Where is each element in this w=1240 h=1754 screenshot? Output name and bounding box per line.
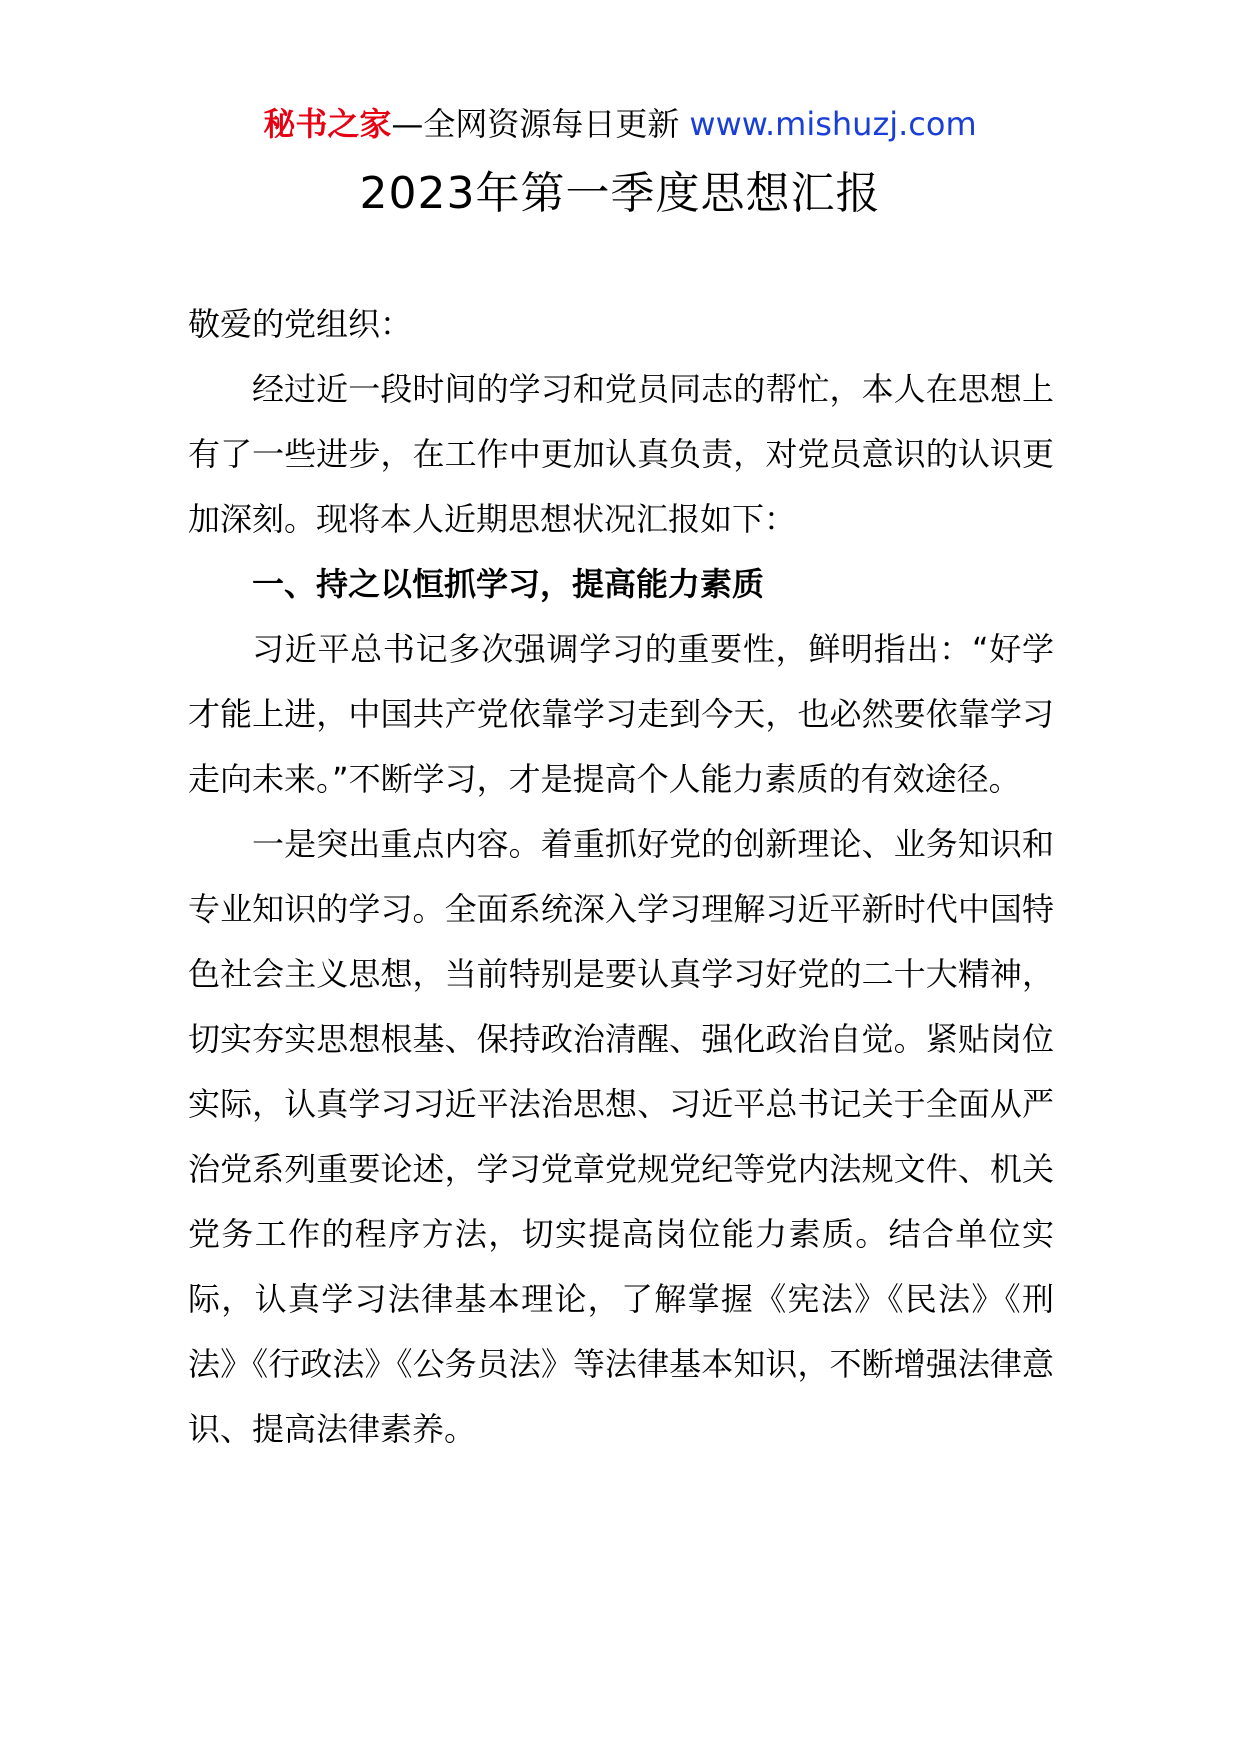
body-paragraph: 习近平总书记多次强调学习的重要性，鲜明指出：“好学才能上进，中国共产党依靠学习走到今天，也必然要依靠学习走向未来。”不断学习，才是提高个人能力素质的有效途径。	[188, 630, 1054, 798]
banner-slogan: —全网资源每日更新	[391, 105, 680, 143]
section-heading: 一、持之以恒抓学习，提高能力素质	[252, 565, 765, 603]
intro-paragraph: 经过近一段时间的学习和党员同志的帮忙，本人在思想上有了一些进步，在工作中更加认真负责，对党员意识的认识更加深刻。现将本人近期思想状况汇报如下：	[188, 370, 1054, 538]
site-url-link[interactable]: www.mishuzj.com	[689, 105, 977, 143]
salutation: 敬爱的党组织：	[188, 305, 413, 343]
site-banner	[0, 100, 1240, 148]
document-title: 2023年第一季度思想汇报	[359, 168, 881, 219]
body-paragraph: 一是突出重点内容。着重抓好党的创新理论、业务知识和专业知识的学习。全面系统深入学习理解习近平新时代中国特色社会主义思想，当前特别是要认真学习好党的二十大精神，切实夯实思想根基、保持政治清醒、强化政治自觉。紧贴岗位实际，认真学习习近平法治思想、习近平总书记关于全面从严治党系列重要论述，学习党章党规党纪等党内法规文件、机关党务工作的程序方法，切实提高岗位能力素质。结合单位实际，认真学习法律基本理论，了解掌握《宪法》《民法》《刑法》《行政法》《公务员法》等法律基本知识，不断增强法律意识、提高法律素养。	[188, 825, 1054, 1448]
document-body	[188, 292, 1054, 1462]
brand-name: 秘书之家	[263, 105, 392, 143]
